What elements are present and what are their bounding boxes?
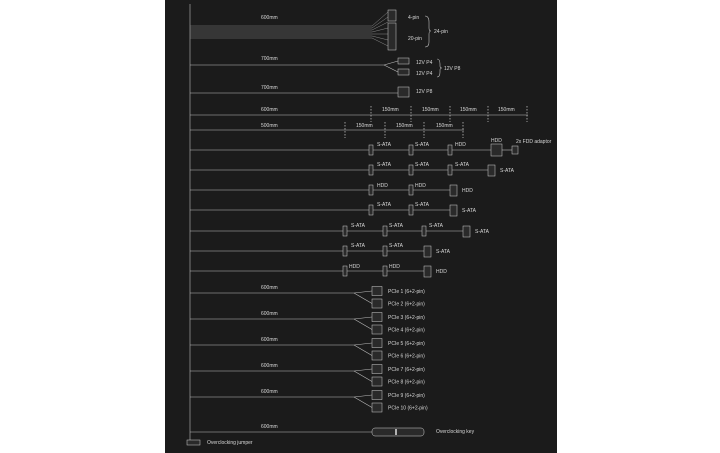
pcie-label-10: PCIe 10 (6+2-pin) <box>388 405 428 412</box>
svg-text:HDD: HDD <box>415 183 426 189</box>
label-20pin: 20-pin <box>408 36 422 42</box>
connector-20pin <box>388 23 396 50</box>
pcie-label-9: PCIe 9 (6+2-pin) <box>388 393 425 399</box>
svg-text:S-ATA: S-ATA <box>389 223 403 229</box>
svg-text:HDD: HDD <box>462 188 473 194</box>
cpu2-length: 700mm <box>261 85 278 91</box>
pcie-branch-4 <box>354 319 372 330</box>
peripheral-row-1 <box>190 138 552 156</box>
label-4pin: 4-pin <box>408 15 420 21</box>
svg-text:S-ATA: S-ATA <box>462 208 476 214</box>
svg-text:S-ATA: S-ATA <box>389 243 403 249</box>
cpu-p4-a: 12V P4 <box>416 60 433 66</box>
svg-text:150mm: 150mm <box>396 123 413 129</box>
svg-text:150mm: 150mm <box>356 123 373 129</box>
svg-text:S-ATA: S-ATA <box>351 243 365 249</box>
pcie-length-4: 600mm <box>261 363 278 369</box>
svg-text:150mm: 150mm <box>436 123 453 129</box>
svg-text:S-ATA: S-ATA <box>475 229 489 235</box>
svg-text:S-ATA: S-ATA <box>415 142 429 148</box>
pcie-label-4: PCIe 4 (6+2-pin) <box>388 327 425 334</box>
cpu-cable-1 <box>190 56 461 77</box>
svg-text:S-ATA: S-ATA <box>436 249 450 255</box>
svg-text:S-ATA: S-ATA <box>377 142 391 148</box>
svg-text:S-ATA: S-ATA <box>377 162 391 168</box>
pcie-label-6: PCIe 6 (6+2-pin) <box>388 353 425 360</box>
pcie-connector-8 <box>372 377 382 386</box>
pcie-connector-1 <box>372 287 382 296</box>
cpu-cable-2 <box>190 85 433 97</box>
svg-text:S-ATA: S-ATA <box>351 223 365 229</box>
svg-text:Overclocking key: Overclocking key <box>436 429 475 435</box>
pcie-branch-10 <box>354 397 372 408</box>
svg-text:150mm: 150mm <box>460 107 477 113</box>
svg-text:150mm: 150mm <box>382 107 399 113</box>
svg-text:2x FDD adaptor: 2x FDD adaptor <box>516 139 552 145</box>
cpu-p8-group: 12V P8 <box>444 66 461 72</box>
oc-key-cable <box>190 424 475 436</box>
pcie-length-1: 600mm <box>261 285 278 291</box>
svg-text:S-ATA: S-ATA <box>415 162 429 168</box>
pcie-branch-9 <box>354 395 372 397</box>
cpu-p4-b: 12V P4 <box>416 71 433 77</box>
pcie-branch-2 <box>354 293 372 304</box>
brace-24pin <box>425 16 431 47</box>
svg-text:S-ATA: S-ATA <box>455 162 469 168</box>
pcie-connector-10 <box>372 403 382 412</box>
pcie-label-5: PCIe 5 (6+2-pin) <box>388 341 425 347</box>
svg-text:S-ATA: S-ATA <box>500 168 514 174</box>
svg-text:600mm: 600mm <box>261 107 278 113</box>
oc-key-connector <box>372 428 424 436</box>
pcie-branch-1 <box>354 291 372 293</box>
pcie-length-3: 600mm <box>261 337 278 343</box>
peripheral-row-4 <box>190 202 477 216</box>
svg-text:S-ATA: S-ATA <box>429 223 443 229</box>
peripheral-row-5 <box>190 223 490 237</box>
svg-text:Overclocking jumper: Overclocking jumper <box>207 440 253 446</box>
svg-text:HDD: HDD <box>349 264 360 270</box>
oc-jumper <box>187 440 253 446</box>
svg-text:600mm: 600mm <box>261 424 278 430</box>
svg-text:HDD: HDD <box>436 269 447 275</box>
cpu1-length: 700mm <box>261 56 278 62</box>
pcie-length-5: 600mm <box>261 389 278 395</box>
pcie-branch-6 <box>354 345 372 356</box>
label-24pin: 24-pin <box>434 29 448 35</box>
pcie-label-2: PCIe 2 (6+2-pin) <box>388 301 425 308</box>
svg-text:HDD: HDD <box>491 138 502 144</box>
pcie-connector-2 <box>372 299 382 308</box>
pcie-label-1: PCIe 1 (6+2-pin) <box>388 289 425 295</box>
peripheral-row-2 <box>190 162 515 176</box>
svg-text:HDD: HDD <box>377 183 388 189</box>
sata-length-rulers <box>190 106 528 138</box>
svg-text:500mm: 500mm <box>261 123 278 129</box>
pcie-length-2: 600mm <box>261 311 278 317</box>
pcie-label-8: PCIe 8 (6+2-pin) <box>388 379 425 386</box>
svg-text:HDD: HDD <box>389 264 400 270</box>
svg-text:150mm: 150mm <box>498 107 515 113</box>
pcie-label-7: PCIe 7 (6+2-pin) <box>388 367 425 373</box>
pcie-branch-5 <box>354 343 372 345</box>
svg-text:S-ATA: S-ATA <box>415 202 429 208</box>
pcie-connector-9 <box>372 391 382 400</box>
svg-text:S-ATA: S-ATA <box>377 202 391 208</box>
pcie-connector-6 <box>372 351 382 360</box>
pcie-connector-5 <box>372 339 382 348</box>
main-24pin-cable <box>190 10 448 50</box>
pcie-branch-7 <box>354 369 372 371</box>
pcie-cables <box>190 285 428 412</box>
peripheral-row-3 <box>190 183 473 196</box>
pcie-branch-8 <box>354 371 372 382</box>
svg-text:HDD: HDD <box>455 142 466 148</box>
peripheral-row-7 <box>190 264 447 277</box>
pcie-connector-7 <box>372 365 382 374</box>
pcie-connector-3 <box>372 313 382 322</box>
cpu-p8: 12V P8 <box>416 89 433 95</box>
connector-4pin <box>388 10 396 21</box>
pcie-label-3: PCIe 3 (6+2-pin) <box>388 315 425 321</box>
pcie-connector-4 <box>372 325 382 334</box>
pcie-branch-3 <box>354 317 372 319</box>
main-length: 600mm <box>261 15 278 21</box>
peripheral-row-6 <box>190 243 451 257</box>
svg-text:150mm: 150mm <box>422 107 439 113</box>
